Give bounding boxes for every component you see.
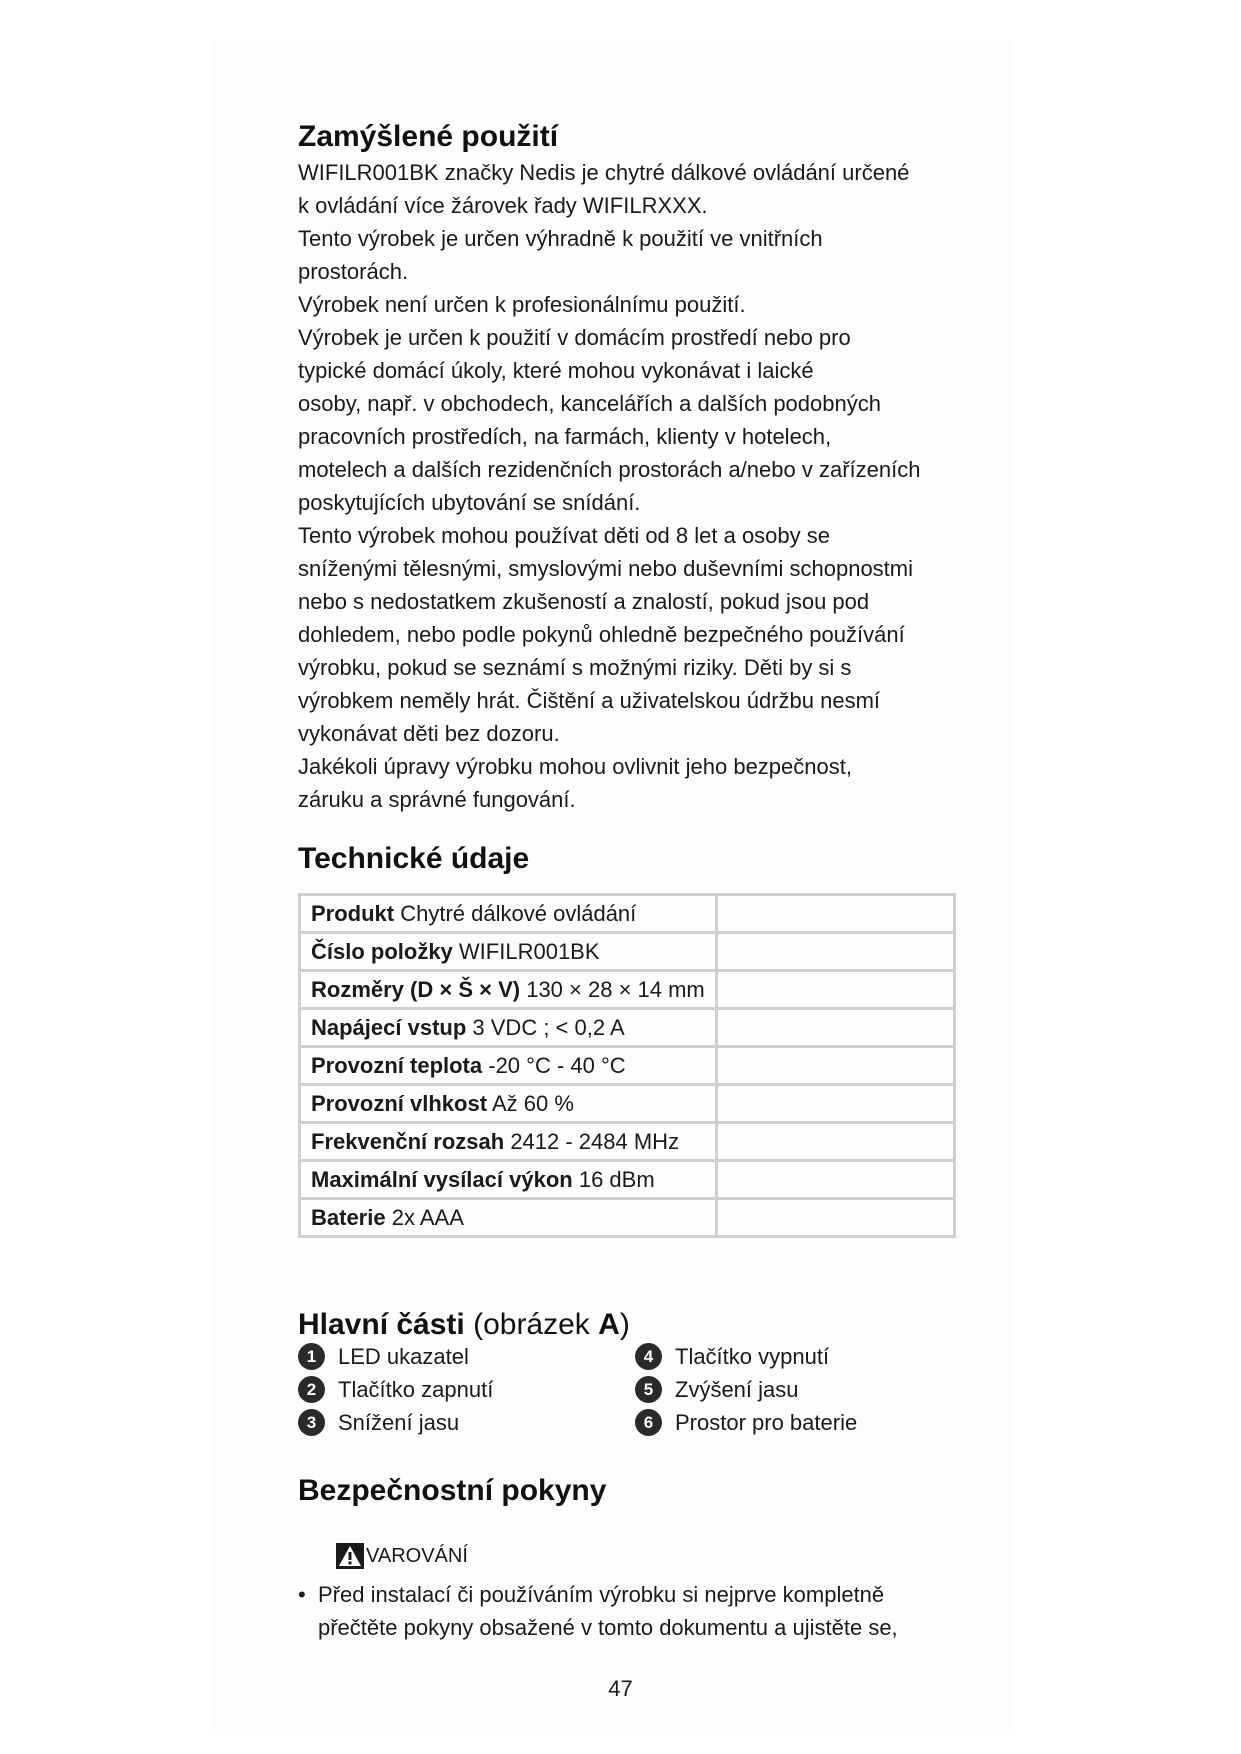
spec-label: Maximální vysílací výkon	[311, 1166, 573, 1192]
spec-cell	[300, 1199, 717, 1237]
spec-value: 3 VDC ; < 0,2 A	[472, 1014, 625, 1040]
part-item	[635, 1340, 955, 1373]
spec-cell	[300, 933, 717, 971]
bullet-text: Před instalací či používáním výrobku si nejprve kompletně přečtěte pokyny obsažené v tomto dokumentu a ujistěte se,	[318, 1582, 898, 1640]
main-parts-heading-bold: Hlavní části	[298, 1308, 465, 1341]
spec-cell	[300, 1085, 717, 1123]
bullet-dot: •	[298, 1582, 306, 1607]
spec-cell	[300, 971, 717, 1009]
spec-cell-empty	[716, 1047, 954, 1085]
intended-use-paragraph: Tento výrobek je určen výhradně k použití ve vnitřních prostorách.	[298, 226, 823, 284]
spec-value: -20 °C - 40 °C	[488, 1052, 626, 1078]
part-label: LED ukazatel	[338, 1344, 469, 1369]
section-main-parts	[298, 1306, 958, 1344]
part-label: Tlačítko vypnutí	[675, 1344, 830, 1369]
part-number-badge: 4	[635, 1343, 662, 1370]
part-item	[298, 1373, 635, 1406]
spec-row	[300, 971, 955, 1009]
spec-value: 2x AAA	[391, 1204, 464, 1230]
spec-label: Provozní vlhkost	[311, 1090, 488, 1116]
spec-cell	[300, 895, 717, 933]
spec-row-text	[311, 1091, 574, 1116]
spec-row-text	[311, 1167, 655, 1192]
spec-value: 2412 - 2484 MHz	[510, 1128, 680, 1154]
part-label: Prostor pro baterie	[675, 1410, 858, 1435]
spec-cell-empty	[716, 1161, 954, 1199]
part-label: Snížení jasu	[338, 1410, 460, 1435]
spec-row-text	[311, 1129, 679, 1154]
spec-cell-empty	[716, 1009, 954, 1047]
spec-cell-empty	[716, 1199, 954, 1237]
section-technical	[298, 840, 958, 878]
intended-use-paragraph: Tento výrobek mohou používat děti od 8 let a osoby se sníženými tělesnými, smyslovými nebo duševními schopnostmi nebo s nedostatkem zkušeností a znalostí, pokud jsou pod dohledem, nebo podle pokynů ohledně bezpečného používání výrobku, pokud se seznámí s možnými riziky. Děti by si s výrobkem neměly hrát. Čištění a uživatelskou údržbu nesmí vykonávat děti bez dozoru.	[298, 523, 914, 746]
intended-use-paragraph: Výrobek není určen k profesionálnímu použití.	[298, 292, 746, 317]
spec-row	[300, 1123, 955, 1161]
section-safety	[298, 1472, 958, 1510]
spec-row-text	[311, 1205, 464, 1230]
spec-row	[300, 933, 955, 971]
main-parts-heading	[298, 1306, 958, 1344]
warning-label: VAROVÁNÍ	[366, 1545, 468, 1567]
spec-row	[300, 1199, 955, 1237]
spec-value: 16 dBm	[578, 1166, 655, 1192]
part-item	[635, 1406, 955, 1439]
main-parts-heading-letter: A	[598, 1308, 620, 1341]
part-number-badge: 6	[635, 1409, 662, 1436]
spec-value: 130 × 28 × 14 mm	[526, 976, 705, 1002]
intended-use-heading: Zamýšlené použití	[298, 120, 559, 153]
main-parts-heading-open: (obrázek	[464, 1308, 599, 1341]
part-item	[635, 1373, 955, 1406]
main-parts-heading-close: )	[619, 1308, 630, 1341]
spec-value: WIFILR001BK	[458, 938, 600, 964]
spec-value: Až 60 %	[491, 1090, 574, 1116]
spec-cell-empty	[716, 1123, 954, 1161]
intended-use-paragraph: Výrobek je určen k použití v domácím prostředí nebo pro typické domácí úkoly, které mohou vykonávat i laické osoby, např. v obchodech, kancelářích a dalších podobných pracovních prostředích, na farmách, klienty v hotelech, motelech a dalších rezidenčních prostorách a/nebo v zařízeních poskytujících ubytování se snídání.	[298, 325, 921, 515]
section-intended-use	[298, 118, 958, 816]
part-number-badge: 1	[298, 1343, 325, 1370]
part-number-badge: 5	[635, 1376, 662, 1403]
part-item	[298, 1340, 635, 1373]
spec-label: Číslo položky	[311, 938, 453, 964]
intended-use-paragraph: WIFILR001BK značky Nedis je chytré dálkové ovládání určené k ovládání více žárovek řady WIFILRXXX.	[298, 160, 910, 218]
spec-label: Provozní teplota	[311, 1052, 483, 1078]
spec-row	[300, 1047, 955, 1085]
spec-label: Napájecí vstup	[311, 1014, 467, 1040]
spec-cell-empty	[716, 1085, 954, 1123]
spec-table	[298, 893, 956, 1238]
spec-row-text	[311, 1015, 625, 1040]
part-label: Zvýšení jasu	[675, 1377, 799, 1402]
spec-label: Rozměry (D × Š × V)	[311, 976, 521, 1002]
spec-cell-empty	[716, 933, 954, 971]
spec-row	[300, 1085, 955, 1123]
part-number-badge: 3	[298, 1409, 325, 1436]
spec-row-text	[311, 977, 705, 1002]
spec-cell	[300, 1009, 717, 1047]
warning-label-row	[336, 1542, 468, 1570]
spec-row-text	[311, 901, 636, 926]
spec-row	[300, 895, 955, 933]
safety-heading: Bezpečnostní pokyny	[298, 1474, 607, 1507]
technical-heading: Technické údaje	[298, 842, 530, 875]
intended-use-paragraph: Jakékoli úpravy výrobku mohou ovlivnit jeho bezpečnost, záruku a správné fungování.	[298, 754, 852, 812]
part-item	[298, 1406, 635, 1439]
spec-cell	[300, 1123, 717, 1161]
spec-value: Chytré dálkové ovládání	[400, 900, 637, 926]
page-number: 47	[608, 1676, 633, 1701]
spec-cell	[300, 1047, 717, 1085]
spec-cell-empty	[716, 971, 954, 1009]
part-number-badge: 2	[298, 1376, 325, 1403]
spec-cell	[300, 1161, 717, 1199]
spec-row-text	[311, 1053, 626, 1078]
spec-label: Frekvenční rozsah	[311, 1128, 505, 1154]
spec-label: Baterie	[311, 1204, 386, 1230]
warning-triangle-icon	[336, 1543, 364, 1569]
part-label: Tlačítko zapnutí	[338, 1377, 494, 1402]
spec-row	[300, 1009, 955, 1047]
spec-cell-empty	[716, 895, 954, 933]
parts-list	[298, 1340, 958, 1439]
spec-label: Produkt	[311, 900, 395, 926]
spec-row-text	[311, 939, 600, 964]
spec-row	[300, 1161, 955, 1199]
